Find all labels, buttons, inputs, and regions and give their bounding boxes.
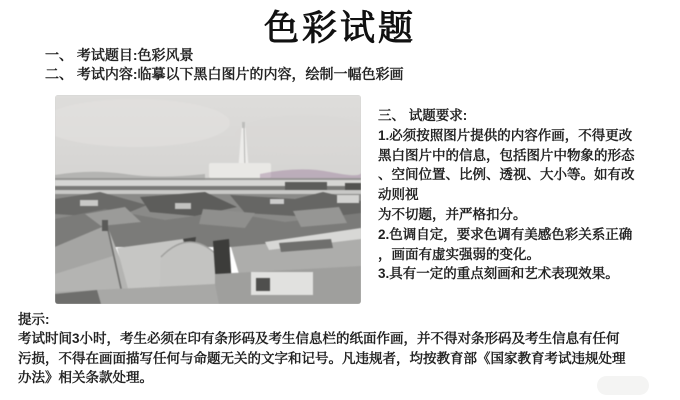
intro-section bbox=[45, 46, 404, 84]
requirements-line: ，画面有虚实强弱的变化。 bbox=[378, 246, 540, 262]
reference-photo-graphic bbox=[55, 95, 361, 304]
requirements-line: 3.具有一定的重点刻画和艺术表现效果。 bbox=[378, 266, 619, 282]
requirements-line: 动则视 bbox=[378, 187, 419, 203]
notice-line: 考试时间3小时，考生必须在印有条形码及考生信息栏的纸面作画，并不得对条形码及考生信息有任何 bbox=[18, 331, 620, 347]
reference-photo bbox=[55, 95, 361, 304]
requirements-line: 、空间位置、比例、透视、大小等。如有改 bbox=[378, 167, 635, 183]
exam-content-line: 二、 考试内容:临摹以下黑白图片的内容，绘制一幅色彩画 bbox=[45, 66, 404, 82]
notice-line: 污损，不得在画面描写任何与命题无关的文字和记号。凡违规者，均按教育部《国家教育考试违规处理 bbox=[18, 350, 626, 366]
notice-section bbox=[18, 310, 673, 387]
requirements-line: 1.必须按照图片提供的内容作画，不得更改 bbox=[378, 127, 633, 143]
watermark-smudge bbox=[597, 376, 649, 395]
page-title: 色彩试题 bbox=[263, 9, 416, 48]
requirements-line: 为不切题，并严格扣分。 bbox=[378, 206, 527, 222]
requirements-line: 2.色调自定，要求色调有美感色彩关系正确 bbox=[378, 226, 633, 242]
requirements-line: 黑白图片中的信息，包括图片中物象的形态 bbox=[378, 147, 635, 163]
notice-line: 办法》相关条款处理。 bbox=[18, 369, 153, 385]
exam-topic-line: 一、 考试题目:色彩风景 bbox=[45, 47, 194, 63]
requirements-heading: 三、 试题要求: bbox=[378, 108, 468, 123]
requirements-section bbox=[378, 106, 676, 284]
notice-heading: 提示: bbox=[18, 312, 50, 327]
